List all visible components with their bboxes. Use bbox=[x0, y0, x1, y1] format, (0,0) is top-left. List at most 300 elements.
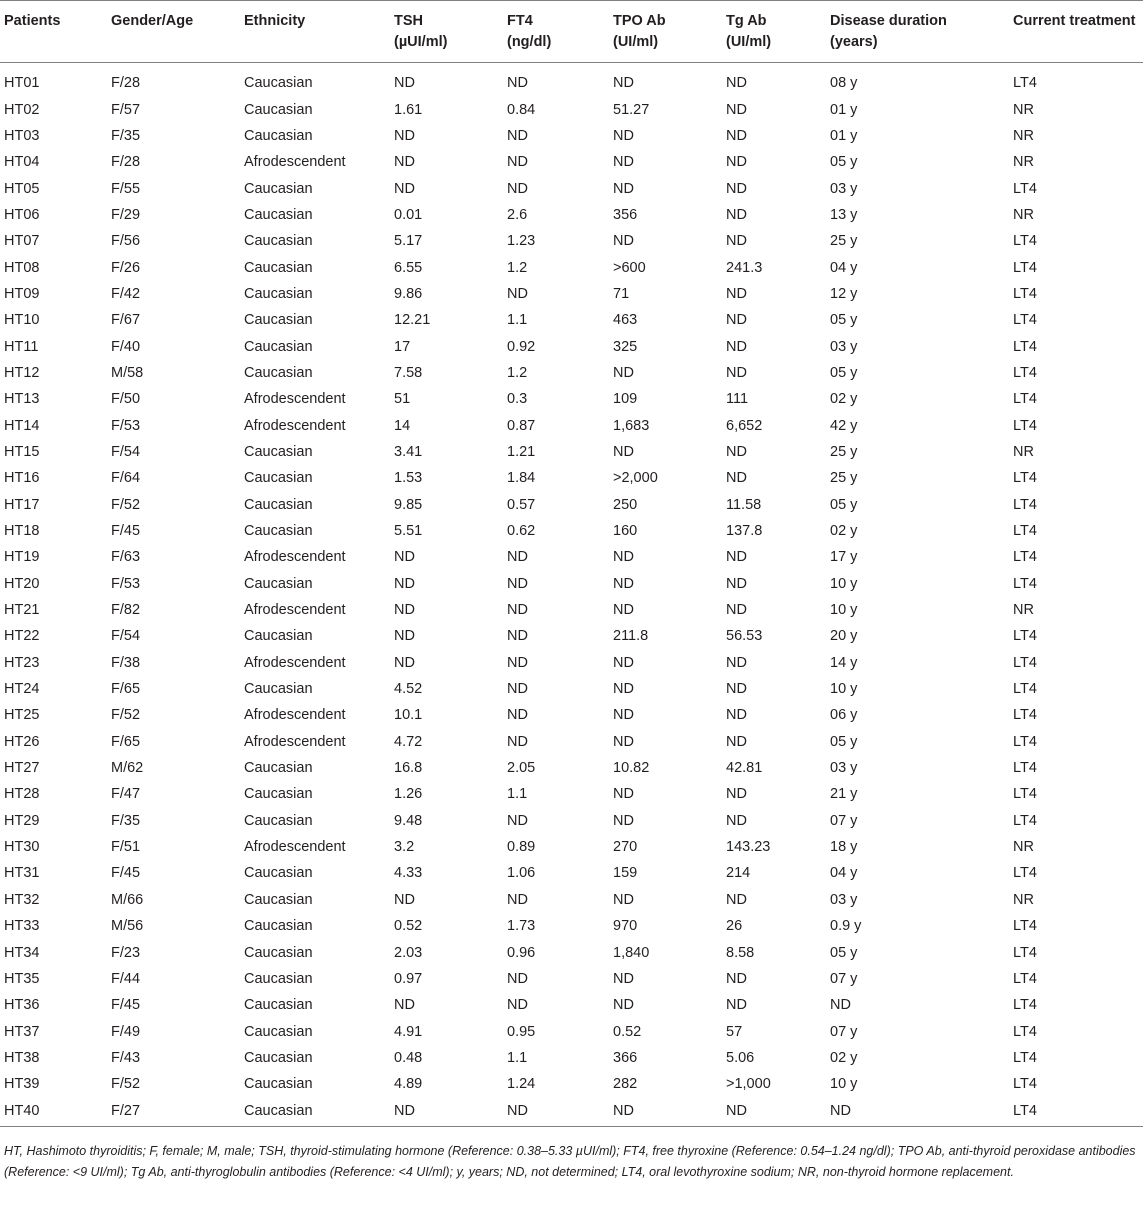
table-cell-ft4: ND bbox=[507, 707, 528, 724]
table-cell-tsh: ND bbox=[394, 549, 415, 566]
table-cell-tsh: 1.61 bbox=[394, 101, 423, 118]
table-cell-tsh: ND bbox=[390, 1097, 503, 1126]
table-cell-gender-age: F/65 bbox=[111, 681, 141, 698]
table-cell-ethnicity: Caucasian bbox=[244, 681, 313, 698]
column-header-disease-duration bbox=[826, 1, 1009, 63]
table-cell-patients: HT31 bbox=[4, 865, 40, 882]
table-cell-ft4: 0.3 bbox=[507, 391, 528, 408]
table-cell-ft4: 0.57 bbox=[507, 496, 536, 513]
table-cell-patients: HT39 bbox=[4, 1076, 40, 1093]
table-cell-tsh: 0.48 bbox=[394, 1049, 423, 1066]
table-cell-patients: HT10 bbox=[4, 312, 40, 329]
table-cell-ethnicity: Caucasian bbox=[244, 760, 313, 777]
table-cell-gender-age: F/54 bbox=[111, 443, 141, 460]
table-cell-tg-ab: ND bbox=[722, 1097, 826, 1126]
table-cell-current-treatment: LT4 bbox=[1013, 760, 1037, 777]
table-row bbox=[0, 808, 1143, 834]
table-cell-tg-ab: ND bbox=[726, 681, 747, 698]
column-header-label: Patients bbox=[4, 13, 61, 29]
table-cell-disease-duration: 03 y bbox=[830, 760, 858, 777]
table-cell-patients: HT14 bbox=[4, 417, 40, 434]
table-cell-tg-ab: 5.06 bbox=[726, 1049, 755, 1066]
table-cell-gender-age: M/62 bbox=[111, 760, 144, 777]
table-cell-tpo-ab: 1,840 bbox=[613, 944, 650, 961]
column-header-tpo-ab bbox=[609, 1, 722, 63]
table-cell-tg-ab: ND bbox=[726, 312, 747, 329]
table-row bbox=[0, 1018, 1143, 1044]
table-cell-ft4: 1.2 bbox=[507, 364, 528, 381]
table-row bbox=[0, 1071, 1143, 1097]
column-header-unit: (µUI/ml) bbox=[394, 34, 448, 50]
table-cell-ft4: ND bbox=[507, 733, 528, 750]
table-cell-gender-age: F/44 bbox=[111, 970, 141, 987]
table-cell-tg-ab: 214 bbox=[726, 865, 751, 882]
table-row bbox=[0, 386, 1143, 412]
table-cell-current-treatment: LT4 bbox=[1013, 285, 1037, 302]
table-row bbox=[0, 650, 1143, 676]
table-cell-tsh: 16.8 bbox=[394, 760, 423, 777]
table-cell-current-treatment: LT4 bbox=[1013, 1049, 1037, 1066]
table-cell-disease-duration: ND bbox=[830, 997, 851, 1014]
table-cell-tg-ab: ND bbox=[726, 233, 747, 250]
table-cell-gender-age: F/28 bbox=[111, 75, 141, 92]
table-cell-current-treatment: NR bbox=[1013, 154, 1034, 171]
column-header-label: Ethnicity bbox=[244, 13, 306, 29]
table-cell-ft4: 1.24 bbox=[507, 1076, 536, 1093]
table-cell-disease-duration: 21 y bbox=[830, 786, 858, 803]
table-cell-ft4: ND bbox=[507, 628, 528, 645]
table-cell-gender-age: F/52 bbox=[111, 707, 141, 724]
table-cell-patients: HT18 bbox=[4, 523, 40, 540]
table-cell-patients: HT07 bbox=[4, 233, 40, 250]
table-cell-gender-age: F/45 bbox=[111, 523, 141, 540]
table-cell-disease-duration: 05 y bbox=[830, 733, 858, 750]
table-cell-tg-ab: ND bbox=[726, 127, 747, 144]
table-row bbox=[0, 992, 1143, 1018]
table-cell-disease-duration: 10 y bbox=[830, 602, 858, 619]
table-cell-current-treatment: LT4 bbox=[1013, 312, 1037, 329]
table-cell-current-treatment: LT4 bbox=[1013, 865, 1037, 882]
table-row bbox=[0, 439, 1143, 465]
table-cell-gender-age: F/54 bbox=[111, 628, 141, 645]
table-cell-disease-duration: 05 y bbox=[830, 312, 858, 329]
table-cell-ethnicity: Caucasian bbox=[244, 496, 313, 513]
table-cell-patients: HT13 bbox=[4, 391, 40, 408]
table-header bbox=[0, 1, 1143, 63]
table-cell-disease-duration: 07 y bbox=[830, 812, 858, 829]
table-cell-patients: HT27 bbox=[4, 760, 40, 777]
column-header-current-treatment bbox=[1009, 1, 1143, 63]
table-cell-tg-ab: ND bbox=[726, 602, 747, 619]
table-cell-ft4: ND bbox=[503, 1097, 609, 1126]
table-cell-gender-age: F/52 bbox=[111, 496, 141, 513]
table-cell-tpo-ab: 970 bbox=[613, 918, 638, 935]
table-cell-patients: HT22 bbox=[4, 628, 40, 645]
table-cell-ft4: 1.2 bbox=[507, 259, 528, 276]
table-cell-ft4: 0.92 bbox=[507, 338, 536, 355]
table-cell-disease-duration: 05 y bbox=[830, 154, 858, 171]
table-cell-patients: HT30 bbox=[4, 839, 40, 856]
table-cell-tg-ab: 8.58 bbox=[726, 944, 755, 961]
table-cell-tsh: 0.52 bbox=[394, 918, 423, 935]
table-cell-gender-age: F/47 bbox=[111, 786, 141, 803]
table-cell-disease-duration: 04 y bbox=[830, 865, 858, 882]
table-cell-tpo-ab: 282 bbox=[613, 1076, 638, 1093]
table-cell-current-treatment: LT4 bbox=[1013, 417, 1037, 434]
table-cell-tsh: ND bbox=[394, 654, 415, 671]
table-cell-disease-duration: 07 y bbox=[830, 970, 858, 987]
table-cell-ethnicity: Caucasian bbox=[244, 285, 313, 302]
table-cell-gender-age: M/58 bbox=[111, 364, 144, 381]
table-cell-gender-age: F/43 bbox=[111, 1049, 141, 1066]
table-cell-current-treatment: NR bbox=[1013, 443, 1034, 460]
table-row bbox=[0, 123, 1143, 149]
table-cell-gender-age: F/82 bbox=[111, 602, 141, 619]
table-cell-tsh: ND bbox=[394, 891, 415, 908]
table-cell-ft4: ND bbox=[507, 681, 528, 698]
table-cell-disease-duration: 03 y bbox=[830, 338, 858, 355]
table-cell-current-treatment: LT4 bbox=[1013, 654, 1037, 671]
column-header-ft4 bbox=[503, 1, 609, 63]
table-cell-disease-duration: 05 y bbox=[830, 496, 858, 513]
table-row bbox=[0, 175, 1143, 201]
table-cell-ethnicity: Caucasian bbox=[244, 865, 313, 882]
table-cell-gender-age: F/65 bbox=[111, 733, 141, 750]
table-cell-tsh: 5.17 bbox=[394, 233, 423, 250]
table-cell-current-treatment: LT4 bbox=[1013, 628, 1037, 645]
column-header-unit: (years) bbox=[830, 34, 878, 50]
table-cell-gender-age: F/49 bbox=[111, 1023, 141, 1040]
table-cell-current-treatment: NR bbox=[1013, 891, 1034, 908]
table-cell-ethnicity: Caucasian bbox=[244, 1076, 313, 1093]
table-row bbox=[0, 149, 1143, 175]
table-cell-ethnicity: Caucasian bbox=[244, 75, 313, 92]
table-cell-tpo-ab: 160 bbox=[613, 523, 638, 540]
table-cell-ethnicity: Caucasian bbox=[244, 1049, 313, 1066]
table-cell-disease-duration: ND bbox=[826, 1097, 1009, 1126]
table-cell-tpo-ab: ND bbox=[613, 602, 634, 619]
table-cell-ethnicity: Caucasian bbox=[244, 206, 313, 223]
table-cell-tsh: 9.85 bbox=[394, 496, 423, 513]
table-cell-ft4: ND bbox=[507, 180, 528, 197]
table-cell-ethnicity: Afrodescendent bbox=[244, 654, 346, 671]
table-cell-tg-ab: ND bbox=[726, 338, 747, 355]
table-cell-tpo-ab: 250 bbox=[613, 496, 638, 513]
table-cell-tg-ab: 56.53 bbox=[726, 628, 763, 645]
table-cell-ethnicity: Caucasian bbox=[244, 127, 313, 144]
table-cell-gender-age: F/56 bbox=[111, 233, 141, 250]
table-cell-disease-duration: 10 y bbox=[830, 575, 858, 592]
table-cell-patients: HT23 bbox=[4, 654, 40, 671]
table-cell-patients: HT32 bbox=[4, 891, 40, 908]
table-cell-patients: HT28 bbox=[4, 786, 40, 803]
table-cell-disease-duration: 20 y bbox=[830, 628, 858, 645]
table-cell-tg-ab: ND bbox=[726, 786, 747, 803]
table-cell-tsh: 51 bbox=[394, 391, 411, 408]
table-cell-disease-duration: 02 y bbox=[830, 523, 858, 540]
table-cell-current-treatment: LT4 bbox=[1013, 391, 1037, 408]
table-cell-current-treatment: LT4 bbox=[1013, 523, 1037, 540]
table-cell-ft4: 2.6 bbox=[507, 206, 528, 223]
table-cell-tpo-ab: ND bbox=[613, 127, 634, 144]
table-cell-tpo-ab: 159 bbox=[613, 865, 638, 882]
table-cell-ethnicity: Caucasian bbox=[244, 812, 313, 829]
table-cell-ft4: 1.06 bbox=[507, 865, 536, 882]
table-cell-current-treatment: LT4 bbox=[1013, 364, 1037, 381]
table-cell-gender-age: F/28 bbox=[111, 154, 141, 171]
table-row bbox=[0, 96, 1143, 122]
table-cell-disease-duration: 42 y bbox=[830, 417, 858, 434]
table-cell-tg-ab: ND bbox=[726, 470, 747, 487]
table-cell-tsh: 1.53 bbox=[394, 470, 423, 487]
table-cell-tg-ab: 137.8 bbox=[726, 523, 763, 540]
table-cell-tpo-ab: ND bbox=[613, 443, 634, 460]
table-cell-ft4: 1.1 bbox=[507, 786, 528, 803]
table-cell-disease-duration: 10 y bbox=[830, 1076, 858, 1093]
table-row bbox=[0, 702, 1143, 728]
table-cell-gender-age: F/40 bbox=[111, 338, 141, 355]
table-cell-gender-age: F/38 bbox=[111, 654, 141, 671]
table-row bbox=[0, 544, 1143, 570]
table-cell-ethnicity: Caucasian bbox=[244, 944, 313, 961]
table-cell-tg-ab: ND bbox=[726, 285, 747, 302]
table-cell-tsh: 3.2 bbox=[394, 839, 415, 856]
table-cell-tg-ab: 6,652 bbox=[726, 417, 763, 434]
table-row bbox=[0, 781, 1143, 807]
table-cell-disease-duration: 01 y bbox=[830, 101, 858, 118]
table-cell-current-treatment: NR bbox=[1013, 602, 1034, 619]
table-cell-disease-duration: 13 y bbox=[830, 206, 858, 223]
table-cell-ft4: ND bbox=[507, 154, 528, 171]
column-header-label: TSH bbox=[394, 13, 423, 29]
table-cell-ft4: ND bbox=[507, 970, 528, 987]
table-row bbox=[0, 729, 1143, 755]
table-cell-tg-ab: ND bbox=[726, 707, 747, 724]
table-cell-tpo-ab: 270 bbox=[613, 839, 638, 856]
table-cell-tsh: 9.86 bbox=[394, 285, 423, 302]
table-cell-disease-duration: 06 y bbox=[830, 707, 858, 724]
table-cell-gender-age: F/23 bbox=[111, 944, 141, 961]
table-cell-disease-duration: 25 y bbox=[830, 443, 858, 460]
table-cell-ethnicity: Afrodescendent bbox=[244, 391, 346, 408]
table-cell-ft4: 1.1 bbox=[507, 1049, 528, 1066]
table-cell-current-treatment: LT4 bbox=[1013, 1023, 1037, 1040]
table-cell-tg-ab: 57 bbox=[726, 1023, 743, 1040]
table-cell-tsh: 3.41 bbox=[394, 443, 423, 460]
table-cell-current-treatment: LT4 bbox=[1013, 681, 1037, 698]
table-cell-tpo-ab: ND bbox=[613, 180, 634, 197]
table-cell-patients: HT34 bbox=[4, 944, 40, 961]
table-cell-ethnicity: Caucasian bbox=[244, 259, 313, 276]
table-row bbox=[0, 887, 1143, 913]
table-cell-ethnicity: Caucasian bbox=[244, 891, 313, 908]
table-cell-tsh: ND bbox=[394, 575, 415, 592]
table-cell-tsh: 0.01 bbox=[394, 206, 423, 223]
table-cell-current-treatment: LT4 bbox=[1013, 970, 1037, 987]
table-cell-tpo-ab: ND bbox=[613, 364, 634, 381]
table-row bbox=[0, 571, 1143, 597]
column-header-unit: (ng/dl) bbox=[507, 34, 552, 50]
column-header-label: FT4 bbox=[507, 13, 533, 29]
table-cell-tg-ab: ND bbox=[726, 180, 747, 197]
table-cell-ethnicity: Caucasian bbox=[244, 233, 313, 250]
table-cell-ft4: ND bbox=[507, 127, 528, 144]
table-row bbox=[0, 1045, 1143, 1071]
table-cell-patients: HT38 bbox=[4, 1049, 40, 1066]
table-row bbox=[0, 1097, 1143, 1126]
table-cell-tsh: ND bbox=[394, 127, 415, 144]
table-cell-tpo-ab: ND bbox=[613, 733, 634, 750]
table-row bbox=[0, 834, 1143, 860]
table-cell-ft4: 1.23 bbox=[507, 233, 536, 250]
table-cell-gender-age: F/67 bbox=[111, 312, 141, 329]
header-row bbox=[0, 1, 1143, 63]
table-cell-current-treatment: LT4 bbox=[1013, 496, 1037, 513]
table-row bbox=[0, 597, 1143, 623]
table-row bbox=[0, 465, 1143, 491]
table-cell-disease-duration: 12 y bbox=[830, 285, 858, 302]
table-cell-gender-age: M/66 bbox=[111, 891, 144, 908]
table-cell-current-treatment: LT4 bbox=[1013, 549, 1037, 566]
table-cell-ft4: 1.73 bbox=[507, 918, 536, 935]
table-cell-tg-ab: ND bbox=[726, 75, 747, 92]
table-cell-tpo-ab: ND bbox=[613, 681, 634, 698]
table-cell-current-treatment: LT4 bbox=[1009, 1097, 1143, 1126]
table-cell-tpo-ab: ND bbox=[613, 549, 634, 566]
table-cell-gender-age: F/55 bbox=[111, 180, 141, 197]
table-cell-tsh: ND bbox=[394, 180, 415, 197]
table-cell-gender-age: F/45 bbox=[111, 865, 141, 882]
table-row bbox=[0, 307, 1143, 333]
table-cell-tg-ab: ND bbox=[726, 812, 747, 829]
table-cell-ethnicity: Caucasian bbox=[244, 786, 313, 803]
table-cell-current-treatment: LT4 bbox=[1013, 470, 1037, 487]
table-cell-disease-duration: 07 y bbox=[830, 1023, 858, 1040]
table-cell-ethnicity: Caucasian bbox=[244, 364, 313, 381]
table-footnote: HT, Hashimoto thyroiditis; F, female; M, male; TSH, thyroid-stimulating hormone (Reference: 0.38–5.33 µUI/ml); FT4, free thyroxine (Reference: 0.54–1.24 ng/dl); TPO Ab, anti-thyroid peroxidase antibodies (Reference: <9 UI/ml); Tg Ab, anti-thyroglobulin antibodies (Reference: <4 UI/ml); y, years; ND, not determined; LT4, oral levothyroxine sodium; NR, non-thyroid hormone replacement. bbox=[4, 1144, 1136, 1179]
table-cell-ft4: 0.62 bbox=[507, 523, 536, 540]
table-cell-current-treatment: LT4 bbox=[1013, 997, 1037, 1014]
table-cell-ethnicity: Caucasian bbox=[244, 628, 313, 645]
table-cell-gender-age: F/63 bbox=[111, 549, 141, 566]
table-cell-gender-age: F/27 bbox=[107, 1097, 240, 1126]
table-cell-tsh: 17 bbox=[394, 338, 411, 355]
table-cell-patients: HT25 bbox=[4, 707, 40, 724]
table-cell-ethnicity: Caucasian bbox=[244, 575, 313, 592]
table-cell-ethnicity: Afrodescendent bbox=[244, 707, 346, 724]
table-cell-tpo-ab: ND bbox=[609, 1097, 722, 1126]
table-cell-disease-duration: 25 y bbox=[830, 470, 858, 487]
table-cell-tg-ab: ND bbox=[726, 575, 747, 592]
table-cell-tsh: 1.26 bbox=[394, 786, 423, 803]
table-cell-ethnicity: Caucasian bbox=[244, 470, 313, 487]
table-cell-tsh: 4.33 bbox=[394, 865, 423, 882]
table-cell-tg-ab: ND bbox=[726, 970, 747, 987]
table-cell-ft4: ND bbox=[507, 997, 528, 1014]
table-cell-tsh: 4.91 bbox=[394, 1023, 423, 1040]
table-cell-disease-duration: 08 y bbox=[830, 75, 858, 92]
table-cell-disease-duration: 01 y bbox=[830, 127, 858, 144]
table-cell-ft4: ND bbox=[507, 891, 528, 908]
table-cell-tg-ab: ND bbox=[726, 154, 747, 171]
table-cell-tpo-ab: 211.8 bbox=[613, 628, 649, 645]
table-cell-ft4: ND bbox=[507, 75, 528, 92]
column-header-tsh bbox=[390, 1, 503, 63]
table-cell-tsh: ND bbox=[394, 628, 415, 645]
table-cell-patients: HT06 bbox=[4, 206, 40, 223]
table-cell-current-treatment: LT4 bbox=[1013, 259, 1037, 276]
table-cell-tg-ab: 111 bbox=[726, 391, 749, 408]
column-header-label: Disease duration bbox=[830, 13, 947, 29]
table-cell-ft4: ND bbox=[507, 549, 528, 566]
table-cell-ethnicity: Afrodescendent bbox=[244, 154, 346, 171]
table-cell-patients: HT04 bbox=[4, 154, 40, 171]
column-header-unit: (UI/ml) bbox=[613, 34, 659, 50]
table-cell-ethnicity: Afrodescendent bbox=[244, 733, 346, 750]
table-cell-current-treatment: LT4 bbox=[1013, 575, 1037, 592]
table-cell-patients: HT21 bbox=[4, 602, 40, 619]
table-cell-disease-duration: 17 y bbox=[830, 549, 858, 566]
table-cell-tg-ab: 26 bbox=[726, 918, 743, 935]
table-cell-tg-ab: ND bbox=[726, 101, 747, 118]
table-row bbox=[0, 623, 1143, 649]
table-cell-current-treatment: LT4 bbox=[1013, 707, 1037, 724]
table-cell-gender-age: F/53 bbox=[111, 417, 141, 434]
column-header-unit: (UI/ml) bbox=[726, 34, 772, 50]
table-row bbox=[0, 360, 1143, 386]
table-cell-current-treatment: LT4 bbox=[1013, 733, 1037, 750]
table-cell-ethnicity: Caucasian bbox=[240, 1097, 390, 1126]
table-cell-current-treatment: NR bbox=[1013, 127, 1034, 144]
table-cell-ethnicity: Afrodescendent bbox=[244, 839, 346, 856]
table-cell-tg-ab: ND bbox=[726, 891, 747, 908]
table-cell-tsh: 4.52 bbox=[394, 681, 423, 698]
table-cell-current-treatment: LT4 bbox=[1013, 944, 1037, 961]
table-cell-gender-age: F/50 bbox=[111, 391, 141, 408]
table-cell-tpo-ab: ND bbox=[613, 812, 634, 829]
table-cell-tpo-ab: ND bbox=[613, 154, 634, 171]
table-cell-tpo-ab: 109 bbox=[613, 391, 638, 408]
table-cell-tsh: 4.72 bbox=[394, 733, 423, 750]
table-cell-tg-ab: ND bbox=[726, 206, 747, 223]
column-header-gender-age bbox=[107, 1, 240, 63]
table-cell-disease-duration: 14 y bbox=[830, 654, 858, 671]
table-row bbox=[0, 755, 1143, 781]
table-row bbox=[0, 333, 1143, 359]
table-cell-patients: HT15 bbox=[4, 443, 40, 460]
table-cell-gender-age: F/42 bbox=[111, 285, 141, 302]
table-cell-ft4: 0.89 bbox=[507, 839, 536, 856]
table-row bbox=[0, 412, 1143, 438]
table-cell-disease-duration: 25 y bbox=[830, 233, 858, 250]
table-cell-tpo-ab: >2,000 bbox=[613, 470, 658, 487]
table-cell-tpo-ab: 463 bbox=[613, 312, 638, 329]
table-cell-patients: HT36 bbox=[4, 997, 40, 1014]
table-cell-ethnicity: Afrodescendent bbox=[244, 602, 346, 619]
table-cell-current-treatment: NR bbox=[1013, 206, 1034, 223]
table-cell-tg-ab: ND bbox=[726, 443, 747, 460]
column-header-label: Current treatment bbox=[1013, 13, 1136, 29]
table-cell-patients: HT02 bbox=[4, 101, 40, 118]
table-cell-tpo-ab: ND bbox=[613, 997, 634, 1014]
table-cell-ethnicity: Caucasian bbox=[244, 523, 313, 540]
table-cell-patients: HT01 bbox=[4, 75, 40, 92]
table-cell-gender-age: F/26 bbox=[111, 259, 141, 276]
table-cell-disease-duration: 05 y bbox=[830, 364, 858, 381]
table-row bbox=[0, 966, 1143, 992]
table-cell-gender-age: F/35 bbox=[111, 127, 141, 144]
table-cell-tsh: ND bbox=[394, 75, 415, 92]
